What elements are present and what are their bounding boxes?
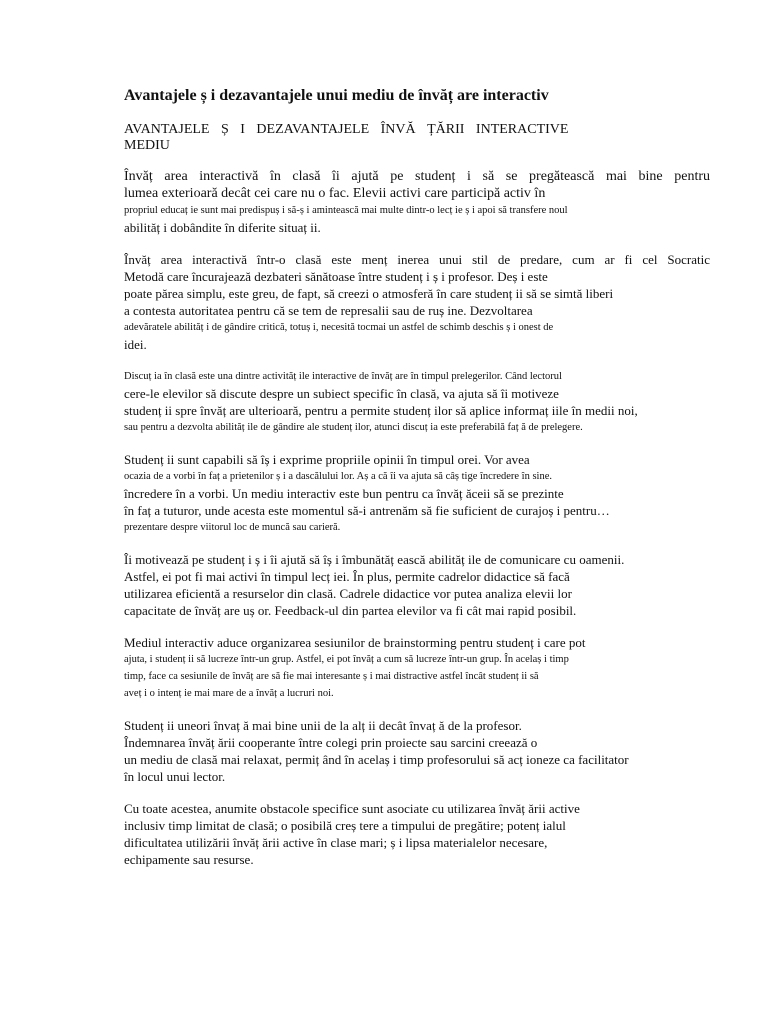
text-line: Discuț ia în clasă este una dintre activităț ile interactive de învăț are în timpul prelegerilor. Când lectorul — [124, 371, 562, 382]
paragraph-7 — [124, 717, 710, 785]
text-line: Metodă care încurajează dezbateri sănătoase între studenț i ș i profesor. Deș i este — [124, 269, 548, 284]
text-line: sau pentru a dezvolta abilităț ile de gândire ale studenț ilor, atunci discuț ia este preferabilă faț ă de prelegere. — [124, 422, 583, 433]
text-line: Învăț area interactivă în clasă îi ajută pe studenț i să se pregătească mai bine pentru — [124, 169, 710, 184]
text-line: adevăratele abilităț i de gândire critică, totuș i, necesită tocmai un astfel de schimb deschis ș i onest de — [124, 322, 554, 333]
text-line: Cu toate acestea, anumite obstacole specifice sunt asociate cu utilizarea învăț ării active — [124, 801, 580, 816]
text-line: în locul unui lector. — [124, 769, 226, 784]
text-line: abilităț i dobândite în diferite situaț ii. — [124, 220, 321, 235]
text-line: prezentare despre viitorul loc de muncă sau carieră. — [124, 522, 341, 533]
text-line: Îndemnarea învăț ării cooperante între colegi prin proiecte sau sarcini creează o — [124, 735, 538, 750]
text-line: inclusiv timp limitat de clasă; o posibilă creș tere a timpului de pregătire; potenț ialul — [124, 818, 566, 833]
text-line: dificultatea utilizării învăț ării active în clase mari; ș i lipsa materialelor necesare, — [124, 835, 548, 850]
text-line: Astfel, ei pot fi mai activi în timpul lecț iei. În plus, permite cadrelor didactice să facă — [124, 569, 570, 584]
paragraph-8 — [124, 800, 710, 868]
text-line: Studenț ii sunt capabili să îș i exprime propriile opinii în timpul orei. Vor avea — [124, 452, 530, 467]
paragraph-2 — [124, 251, 710, 353]
text-line: Învăț area interactivă într-o clasă este menț inerea unui stil de predare, cum ar fi cel Socratic — [124, 252, 710, 267]
text-line: încredere în a vorbi. Un mediu interactiv este bun pentru ca învăț ăceii să se prezinte — [124, 486, 564, 501]
text-line: capacitate de învăț are uș or. Feedback-ul din partea elevilor va fi cât mai rapid posibil. — [124, 603, 577, 618]
text-line: idei. — [124, 337, 147, 352]
text-line: lumea exterioară decât cei care nu o fac. Elevii activi care participă activ în — [124, 186, 546, 201]
text-line: timp, face ca sesiunile de învăț are să fie mai interesante ș i mai distractive astfel încât studenț ii să — [124, 671, 539, 682]
text-line: ajuta, i studenț ii să lucreze într-un grup. Astfel, ei pot învăț a cum să lucreze într-un grup. În acelaș i timp — [124, 654, 569, 665]
text-line: utilizarea eficientă a resurselor din clasă. Cadrele didactice vor putea analiza elevii lor — [124, 586, 572, 601]
text-line: studenț ii spre învăț are ulterioară, pentru a permite studenț ilor să aplice informaț iile în medii noi, — [124, 403, 638, 418]
text-line: în faț a tuturor, unde acesta este momentul să-i antrenăm să fie suficient de curajoș i pentru… — [124, 503, 610, 518]
text-line: Studenț ii uneori învaț ă mai bine unii de la alț ii decât învaț ă de la profesor. — [124, 718, 522, 733]
paragraph-1 — [124, 168, 710, 236]
paragraph-4 — [124, 451, 710, 536]
text-line: propriul educaț ie sunt mai predispuș i să-ș i amintească mai multe dintr-o lecț ie ș i apoi să transfere noul — [124, 205, 568, 216]
paragraph-6 — [124, 634, 710, 702]
document-title: Avantajele ș i dezavantajele unui mediu de învăț are interactiv — [124, 87, 549, 104]
paragraph-5 — [124, 551, 710, 619]
text-line: poate părea simplu, este greu, de fapt, să creezi o atmosferă în care studenț ii să se simtă liberi — [124, 286, 614, 301]
text-line: echipamente sau resurse. — [124, 852, 254, 867]
text-line: Îi motivează pe studenț i ș i îi ajută să îș i îmbunătăț ească abilităț ile de comunicare cu oamenii. — [124, 552, 625, 567]
text-line: a contesta autoritatea pentru că se tem de represalii sau de ruș ine. Dezvoltarea — [124, 303, 533, 318]
text-line: cere-le elevilor să discute despre un subiect specific în clasă, va ajuta să îi motiveze — [124, 386, 559, 401]
text-line: Mediul interactiv aduce organizarea sesiunilor de brainstorming pentru studenț i care pot — [124, 635, 586, 650]
paragraph-3 — [124, 368, 710, 436]
document-subtitle: AVANTAJELE Ș I DEZAVANTAJELE ÎNVĂ ȚĂRII INTERACTIVE MEDIU — [124, 122, 569, 153]
text-line: un mediu de clasă mai relaxat, permiț ând în acelaș i timp profesorului să acț ioneze ca facilitator — [124, 752, 629, 767]
text-line: aveț i o intenț ie mai mare de a învăț a lucruri noi. — [124, 688, 334, 699]
text-line: ocazia de a vorbi în faț a prietenilor ș i a dascălului lor. Aș a că îi va ajuta să câș tige încredere în sine. — [124, 471, 552, 482]
